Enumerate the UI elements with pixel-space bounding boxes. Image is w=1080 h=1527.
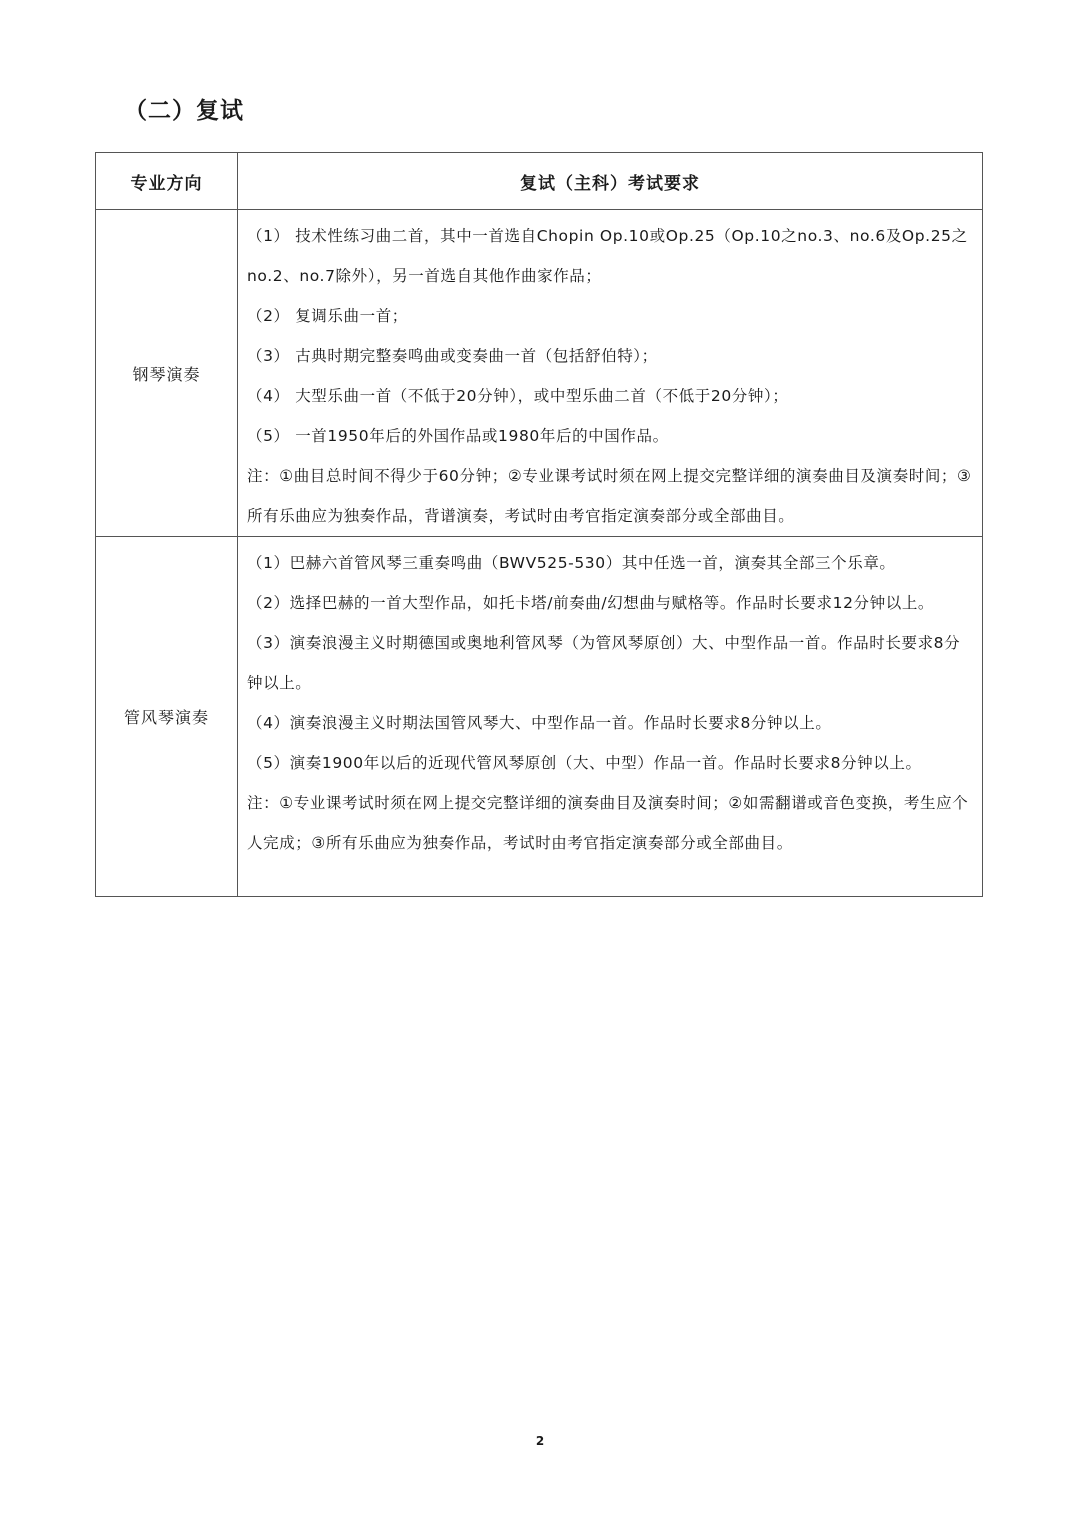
requirement-item: （3）演奏浪漫主义时期德国或奥地利管风琴（为管风琴原创）大、中型作品一首。作品时长要求8分钟以上。 xyxy=(247,634,961,692)
major-organ: 管风琴演奏 xyxy=(96,537,238,897)
requirement-item: （4）演奏浪漫主义时期法国管风琴大、中型作品一首。作品时长要求8分钟以上。 xyxy=(247,714,832,732)
requirements-table xyxy=(95,152,983,897)
requirement-note: 注：①专业课考试时须在网上提交完整详细的演奏曲目及演奏时间；②如需翻谱或音色变换，考生应个人完成；③所有乐曲应为独奏作品，考试时由考官指定演奏部分或全部曲目。 xyxy=(247,794,969,852)
page-number: 2 xyxy=(535,1434,545,1448)
table-header-row xyxy=(96,153,983,210)
requirement-item: （2） 复调乐曲一首； xyxy=(247,307,408,325)
section-title: （二）复试 xyxy=(124,98,244,124)
requirement-item: （2）选择巴赫的一首大型作品，如托卡塔/前奏曲/幻想曲与赋格等。作品时长要求12分钟以上。 xyxy=(247,594,935,612)
requirement-item: （1）巴赫六首管风琴三重奏鸣曲（BWV525-530）其中任选一首，演奏其全部三个乐章。 xyxy=(247,554,896,572)
major-piano: 钢琴演奏 xyxy=(96,210,238,537)
table-row-piano xyxy=(96,210,983,537)
requirements-piano xyxy=(238,210,983,537)
header-requirements: 复试（主科）考试要求 xyxy=(238,153,983,210)
requirement-item: （4） 大型乐曲一首（不低于20分钟），或中型乐曲二首（不低于20分钟）； xyxy=(247,387,789,405)
requirement-item: （5） 一首1950年后的外国作品或1980年后的中国作品。 xyxy=(247,427,669,445)
requirements-organ xyxy=(238,537,983,897)
requirement-item: （3） 古典时期完整奏鸣曲或变奏曲一首（包括舒伯特）； xyxy=(247,347,658,365)
requirement-note: 注：①曲目总时间不得少于60分钟；②专业课考试时须在网上提交完整详细的演奏曲目及演奏时间；③所有乐曲应为独奏作品，背谱演奏，考试时由考官指定演奏部分或全部曲目。 xyxy=(247,467,972,525)
header-major: 专业方向 xyxy=(96,153,238,210)
requirement-item: （1） 技术性练习曲二首，其中一首选自Chopin Op.10或Op.25（Op.10之no.3、no.6及Op.25之no.2、no.7除外），另一首选自其他作曲家作品； xyxy=(247,227,968,285)
table-row-organ xyxy=(96,537,983,897)
requirement-item: （5）演奏1900年以后的近现代管风琴原创（大、中型）作品一首。作品时长要求8分钟以上。 xyxy=(247,754,922,772)
